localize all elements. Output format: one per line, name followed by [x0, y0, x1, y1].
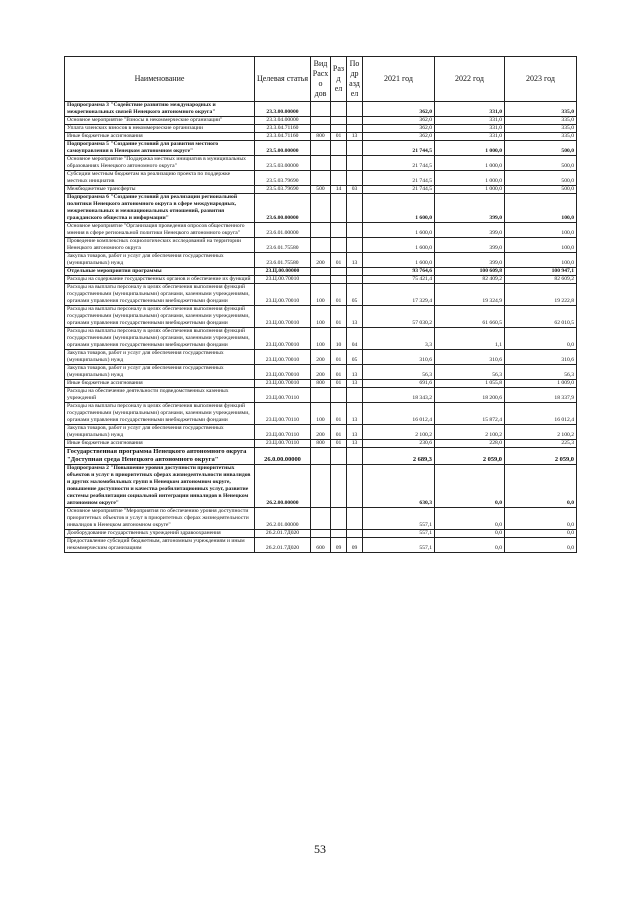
cell-amount-2022: 100 609,8	[435, 268, 505, 276]
cell-target-code: 23.6.00.00000	[255, 194, 311, 223]
cell-amount-2021: 56,3	[363, 365, 435, 380]
cell-expense-kind: 500	[311, 186, 331, 194]
cell-name: Закупка товаров, работ и услуг для обеспечения государственных (муниципальных) нужд	[65, 365, 255, 380]
cell-amount-2022: 331,0	[435, 102, 505, 117]
cell-amount-2021: 18 343,2	[363, 388, 435, 403]
cell-amount-2023: 0,0	[505, 538, 577, 553]
cell-amount-2022: 331,0	[435, 117, 505, 125]
cell-amount-2022: 1 000,0	[435, 156, 505, 171]
cell-target-code: 23.3.00.00000	[255, 102, 311, 117]
cell-name: Расходы на обеспечение деятельности подведомственных казенных учреждений	[65, 388, 255, 403]
cell-expense-kind	[311, 465, 331, 508]
cell-target-code: 23.5.03.79690	[255, 171, 311, 186]
cell-amount-2021: 57 030,2	[363, 306, 435, 328]
cell-section: 10	[331, 328, 347, 350]
cell-section: 01	[331, 425, 347, 440]
cell-amount-2021: 557,1	[363, 530, 435, 538]
cell-target-code: 26.2.01.00000	[255, 508, 311, 530]
cell-target-code: 23.Ц.00.70010	[255, 380, 311, 388]
cell-amount-2023: 310,6	[505, 350, 577, 365]
cell-section	[331, 268, 347, 276]
cell-section	[331, 141, 347, 156]
cell-expense-kind: 800	[311, 380, 331, 388]
cell-expense-kind	[311, 448, 331, 465]
header-2023: 2023 год	[505, 57, 577, 102]
table-row	[65, 125, 577, 133]
cell-amount-2021: 557,1	[363, 538, 435, 553]
cell-amount-2023: 335,0	[505, 102, 577, 117]
table-row	[65, 268, 577, 276]
cell-name: Основное мероприятие "Взносы в некоммерческие организации"	[65, 117, 255, 125]
cell-amount-2022: 18 200,6	[435, 388, 505, 403]
cell-expense-kind	[311, 141, 331, 156]
cell-subsection	[347, 268, 363, 276]
cell-expense-kind	[311, 125, 331, 133]
cell-section: 01	[331, 133, 347, 141]
cell-amount-2022: 0,0	[435, 508, 505, 530]
budget-table	[64, 56, 577, 553]
table-row	[65, 380, 577, 388]
cell-name: Государственная программа Ненецкого автономного округа "Доступная среда Ненецкого автономного округа"	[65, 448, 255, 465]
cell-amount-2023: 0,0	[505, 530, 577, 538]
cell-amount-2022: 228,0	[435, 440, 505, 448]
cell-target-code: 23.5.03.79690	[255, 186, 311, 194]
cell-expense-kind	[311, 530, 331, 538]
cell-name: Основное мероприятие "Поддержка местных инициатив в муниципальных образованиях Ненецкого автономного округа"	[65, 156, 255, 171]
cell-expense-kind	[311, 268, 331, 276]
cell-name: Предоставление субсидий бюджетным, автономным учреждениям и иным некоммерческим организациям	[65, 538, 255, 553]
cell-amount-2021: 230,6	[363, 440, 435, 448]
cell-section	[331, 194, 347, 223]
cell-section	[331, 388, 347, 403]
cell-amount-2022: 331,0	[435, 133, 505, 141]
cell-target-code: 23.Ц.00.70010	[255, 328, 311, 350]
table-row	[65, 530, 577, 538]
cell-amount-2021: 1 600,0	[363, 238, 435, 253]
cell-expense-kind: 200	[311, 253, 331, 268]
header-subsection: Подр аздел	[347, 57, 363, 102]
cell-amount-2023: 500,0	[505, 171, 577, 186]
header-2022: 2022 год	[435, 57, 505, 102]
cell-target-code: 23.3.04.71160	[255, 133, 311, 141]
cell-subsection	[347, 117, 363, 125]
cell-subsection: 05	[347, 350, 363, 365]
cell-amount-2023: 500,0	[505, 186, 577, 194]
header-section: Разд ел	[331, 57, 347, 102]
cell-section	[331, 125, 347, 133]
cell-section: 01	[331, 440, 347, 448]
cell-subsection: 13	[347, 440, 363, 448]
table-row	[65, 284, 577, 306]
cell-amount-2023: 2 100,2	[505, 425, 577, 440]
cell-name: Расходы на выплаты персоналу в целях обеспечения выполнения функций государственными (муниципальными) органами, казенными учреждениями, органами управления государственными внебюджетными фондами	[65, 403, 255, 425]
table-row	[65, 425, 577, 440]
cell-section	[331, 156, 347, 171]
cell-amount-2023: 500,0	[505, 156, 577, 171]
table-row	[65, 508, 577, 530]
cell-section: 01	[331, 365, 347, 380]
cell-amount-2023: 335,0	[505, 117, 577, 125]
cell-subsection	[347, 194, 363, 223]
cell-amount-2022: 399,0	[435, 194, 505, 223]
cell-expense-kind: 100	[311, 403, 331, 425]
cell-target-code: 23.Ц.00.00000	[255, 268, 311, 276]
cell-expense-kind: 800	[311, 440, 331, 448]
table-row	[65, 117, 577, 125]
table-row	[65, 440, 577, 448]
cell-section	[331, 238, 347, 253]
cell-amount-2021: 691,6	[363, 380, 435, 388]
cell-section	[331, 102, 347, 117]
cell-amount-2023: 0,0	[505, 465, 577, 508]
cell-amount-2022: 0,0	[435, 538, 505, 553]
cell-name: Подпрограмма 6 "Создание условий для реализации региональной политики Ненецкого автономного округа в сфере международных, межрегиональных и межнациональных отношений, развития гражданского общества и информации"	[65, 194, 255, 223]
table-row	[65, 365, 577, 380]
table-row	[65, 448, 577, 465]
cell-subsection	[347, 141, 363, 156]
cell-expense-kind	[311, 388, 331, 403]
cell-amount-2023: 100,0	[505, 223, 577, 238]
cell-target-code: 26.2.01.7Д020	[255, 530, 311, 538]
cell-expense-kind: 200	[311, 365, 331, 380]
table-row	[65, 133, 577, 141]
cell-name: Иные бюджетные ассигнования	[65, 133, 255, 141]
cell-name: Иные бюджетные ассигнования	[65, 380, 255, 388]
cell-target-code: 23.6.01.75580	[255, 238, 311, 253]
table-row	[65, 238, 577, 253]
cell-amount-2022: 2 059,0	[435, 448, 505, 465]
header-2021: 2021 год	[363, 57, 435, 102]
cell-amount-2022: 310,6	[435, 350, 505, 365]
cell-amount-2021: 75 421,4	[363, 276, 435, 284]
cell-target-code: 23.Ц.00.70110	[255, 440, 311, 448]
cell-expense-kind: 100	[311, 306, 331, 328]
cell-target-code: 23.Ц.00.70010	[255, 350, 311, 365]
cell-amount-2023: 335,0	[505, 133, 577, 141]
table-row	[65, 253, 577, 268]
cell-name: Иные бюджетные ассигнования	[65, 440, 255, 448]
cell-subsection	[347, 388, 363, 403]
cell-subsection	[347, 156, 363, 171]
cell-target-code: 23.Ц.00.70010	[255, 276, 311, 284]
cell-amount-2023: 100,0	[505, 194, 577, 223]
cell-name: Подпрограмма 2 "Повышение уровня доступности приоритетных объектов и услуг в приоритетных сферах жизнедеятельности инвалидов и других маломобильных групп в Ненецком автономном округе, повышение доступности и качества реабилитационных услуг, развитие системы реабилитации социальной интеграции инвалидов в Ненецком автономном округе"	[65, 465, 255, 508]
cell-target-code: 23.6.01.00000	[255, 223, 311, 238]
header-kind: Вид Расхо дов	[311, 57, 331, 102]
table-row	[65, 171, 577, 186]
cell-name: Закупка товаров, работ и услуг для обеспечения государственных (муниципальных) нужд	[65, 253, 255, 268]
cell-target-code: 23.Ц.00.70110	[255, 425, 311, 440]
cell-name: Закупка товаров, работ и услуг для обеспечения государственных (муниципальных) нужд	[65, 425, 255, 440]
cell-expense-kind: 100	[311, 284, 331, 306]
cell-amount-2023: 500,0	[505, 141, 577, 156]
cell-amount-2023: 19 222,8	[505, 284, 577, 306]
cell-amount-2023: 100 947,1	[505, 268, 577, 276]
cell-subsection	[347, 448, 363, 465]
cell-expense-kind: 200	[311, 350, 331, 365]
cell-amount-2021: 21 744,5	[363, 171, 435, 186]
cell-target-code: 23.6.01.75580	[255, 253, 311, 268]
cell-subsection: 13	[347, 425, 363, 440]
cell-section	[331, 276, 347, 284]
cell-amount-2022: 1 000,0	[435, 186, 505, 194]
cell-target-code: 23.Ц.00.70110	[255, 403, 311, 425]
cell-subsection	[347, 465, 363, 508]
cell-target-code: 23.Ц.00.70010	[255, 306, 311, 328]
cell-expense-kind	[311, 223, 331, 238]
cell-amount-2023: 100,0	[505, 253, 577, 268]
cell-subsection: 13	[347, 253, 363, 268]
cell-section: 01	[331, 306, 347, 328]
cell-amount-2023: 335,0	[505, 125, 577, 133]
cell-name: Расходы на выплаты персоналу в целях обеспечения выполнения функций государственными (муниципальными) органами, казенными учреждениями, органами управления государственными внебюджетными фондами	[65, 284, 255, 306]
cell-target-code: 23.5.03.00000	[255, 156, 311, 171]
cell-amount-2022: 331,0	[435, 125, 505, 133]
cell-expense-kind	[311, 156, 331, 171]
cell-name: Основное мероприятие "Организация проведения опросов общественного мнения в сфере региональной политики Ненецкого автономного округа"	[65, 223, 255, 238]
cell-subsection: 03	[347, 186, 363, 194]
cell-name: Отдельные мероприятия программы	[65, 268, 255, 276]
cell-expense-kind	[311, 102, 331, 117]
cell-amount-2022: 0,0	[435, 530, 505, 538]
cell-section	[331, 530, 347, 538]
cell-amount-2022: 2 100,2	[435, 425, 505, 440]
cell-amount-2022: 56,3	[435, 365, 505, 380]
cell-amount-2022: 399,0	[435, 238, 505, 253]
table-row	[65, 538, 577, 553]
cell-subsection: 13	[347, 380, 363, 388]
cell-subsection: 09	[347, 538, 363, 553]
cell-name: Подпрограмма 5 "Создание условий для развития местного самоуправления в Ненецком автономном округе"	[65, 141, 255, 156]
cell-subsection	[347, 171, 363, 186]
cell-section	[331, 171, 347, 186]
cell-expense-kind	[311, 171, 331, 186]
cell-amount-2022: 1 055,8	[435, 380, 505, 388]
cell-section: 01	[331, 380, 347, 388]
cell-subsection: 13	[347, 306, 363, 328]
cell-amount-2023: 100,0	[505, 238, 577, 253]
cell-amount-2023: 1 009,0	[505, 380, 577, 388]
cell-amount-2021: 1 600,0	[363, 223, 435, 238]
cell-target-code: 26.2.01.7Д020	[255, 538, 311, 553]
header-target: Целевая статья	[255, 57, 311, 102]
cell-name: Субсидии местным бюджетам на реализацию проекта по поддержке местных инициатив	[65, 171, 255, 186]
cell-target-code: 26.0.00.00000	[255, 448, 311, 465]
cell-amount-2022: 15 872,4	[435, 403, 505, 425]
table-row	[65, 186, 577, 194]
table-row	[65, 465, 577, 508]
cell-expense-kind	[311, 276, 331, 284]
cell-amount-2022: 1 000,0	[435, 171, 505, 186]
cell-name: Подпрограмма 3 "Содействие развитию международных и межрегиональных связей Ненецкого автономного округа"	[65, 102, 255, 117]
cell-amount-2023: 62 010,5	[505, 306, 577, 328]
cell-section: 14	[331, 186, 347, 194]
cell-amount-2023: 0,0	[505, 328, 577, 350]
cell-amount-2023: 16 012,4	[505, 403, 577, 425]
table-row	[65, 223, 577, 238]
cell-amount-2021: 1 600,0	[363, 253, 435, 268]
cell-section	[331, 117, 347, 125]
cell-subsection	[347, 102, 363, 117]
cell-name: Закупка товаров, работ и услуг для обеспечения государственных (муниципальных) нужд	[65, 350, 255, 365]
cell-amount-2022: 61 660,5	[435, 306, 505, 328]
cell-section: 01	[331, 284, 347, 306]
cell-target-code: 23.Ц.00.70010	[255, 284, 311, 306]
cell-section: 09	[331, 538, 347, 553]
cell-amount-2021: 1 600,0	[363, 194, 435, 223]
cell-name: Межбюджетные трансферты	[65, 186, 255, 194]
cell-amount-2022: 1,1	[435, 328, 505, 350]
cell-section	[331, 223, 347, 238]
table-body	[65, 102, 577, 553]
cell-section: 01	[331, 350, 347, 365]
cell-amount-2021: 2 689,3	[363, 448, 435, 465]
table-row	[65, 306, 577, 328]
cell-target-code: 23.Ц.00.70110	[255, 388, 311, 403]
cell-amount-2021: 362,0	[363, 133, 435, 141]
cell-subsection: 05	[347, 284, 363, 306]
cell-amount-2021: 362,0	[363, 125, 435, 133]
cell-amount-2021: 362,0	[363, 102, 435, 117]
cell-target-code: 23.3.04.00000	[255, 117, 311, 125]
cell-expense-kind: 800	[311, 133, 331, 141]
cell-subsection	[347, 276, 363, 284]
cell-amount-2021: 630,3	[363, 465, 435, 508]
cell-amount-2021: 2 100,2	[363, 425, 435, 440]
cell-expense-kind	[311, 508, 331, 530]
cell-target-code: 23.3.04.71160	[255, 125, 311, 133]
table-row	[65, 156, 577, 171]
table-row	[65, 276, 577, 284]
cell-name: Проведение комплексных социологических исследований на территории Ненецкого автономного округа	[65, 238, 255, 253]
cell-name: Уплата членских взносов в некоммерческие организации	[65, 125, 255, 133]
cell-subsection: 04	[347, 328, 363, 350]
header-name: Наименование	[65, 57, 255, 102]
cell-subsection: 13	[347, 403, 363, 425]
page-number: 53	[314, 842, 326, 856]
cell-amount-2021: 362,0	[363, 117, 435, 125]
cell-section: 01	[331, 253, 347, 268]
cell-amount-2021: 310,6	[363, 350, 435, 365]
cell-amount-2022: 19 324,9	[435, 284, 505, 306]
table-row	[65, 403, 577, 425]
table-row	[65, 194, 577, 223]
cell-amount-2023: 82 609,2	[505, 276, 577, 284]
cell-expense-kind	[311, 117, 331, 125]
cell-subsection	[347, 125, 363, 133]
cell-expense-kind	[311, 238, 331, 253]
cell-section	[331, 465, 347, 508]
cell-name: Основное мероприятие "Мероприятия по обеспечению уровня доступности приоритетных объектов и услуг в приоритетных сферах жизнедеятельности инвалидов в Ненецком автономном округе"	[65, 508, 255, 530]
cell-expense-kind: 600	[311, 538, 331, 553]
cell-amount-2023: 225,3	[505, 440, 577, 448]
cell-section	[331, 448, 347, 465]
cell-subsection: 13	[347, 365, 363, 380]
cell-amount-2021: 16 012,4	[363, 403, 435, 425]
cell-amount-2021: 17 329,4	[363, 284, 435, 306]
cell-target-code: 23.Ц.00.70010	[255, 365, 311, 380]
cell-amount-2023: 18 337,9	[505, 388, 577, 403]
table-row	[65, 350, 577, 365]
cell-subsection	[347, 508, 363, 530]
cell-amount-2021: 21 744,5	[363, 186, 435, 194]
table-row	[65, 141, 577, 156]
cell-amount-2021: 557,1	[363, 508, 435, 530]
cell-subsection	[347, 238, 363, 253]
cell-section	[331, 508, 347, 530]
cell-subsection: 13	[347, 133, 363, 141]
cell-name: Дооборудование государственных учреждений здравоохранения	[65, 530, 255, 538]
cell-expense-kind: 200	[311, 425, 331, 440]
cell-amount-2023: 2 059,0	[505, 448, 577, 465]
cell-amount-2021: 21 744,5	[363, 156, 435, 171]
cell-name: Расходы на содержание государственных органов и обеспечение их функций	[65, 276, 255, 284]
cell-target-code: 23.5.00.00000	[255, 141, 311, 156]
cell-name: Расходы на выплаты персоналу в целях обеспечения выполнения функций государственными (муниципальными) органами, казенными учреждениями, органами управления государственными внебюджетными фондами	[65, 328, 255, 350]
cell-amount-2022: 0,0	[435, 465, 505, 508]
cell-amount-2021: 3,3	[363, 328, 435, 350]
cell-amount-2021: 93 764,6	[363, 268, 435, 276]
cell-expense-kind: 100	[311, 328, 331, 350]
cell-amount-2022: 399,0	[435, 223, 505, 238]
cell-target-code: 26.2.00.00000	[255, 465, 311, 508]
cell-amount-2022: 399,0	[435, 253, 505, 268]
cell-subsection	[347, 530, 363, 538]
table-row	[65, 328, 577, 350]
table-row	[65, 102, 577, 117]
cell-name: Расходы на выплаты персоналу в целях обеспечения выполнения функций государственными (муниципальными) органами, казенными учреждениями, органами управления государственными внебюджетными фондами	[65, 306, 255, 328]
cell-expense-kind	[311, 194, 331, 223]
cell-amount-2023: 56,3	[505, 365, 577, 380]
cell-subsection	[347, 223, 363, 238]
cell-amount-2022: 82 409,2	[435, 276, 505, 284]
cell-amount-2022: 1 000,0	[435, 141, 505, 156]
cell-amount-2023: 0,0	[505, 508, 577, 530]
cell-amount-2021: 21 744,5	[363, 141, 435, 156]
table-row	[65, 388, 577, 403]
table-header-row	[65, 57, 577, 102]
cell-section: 01	[331, 403, 347, 425]
